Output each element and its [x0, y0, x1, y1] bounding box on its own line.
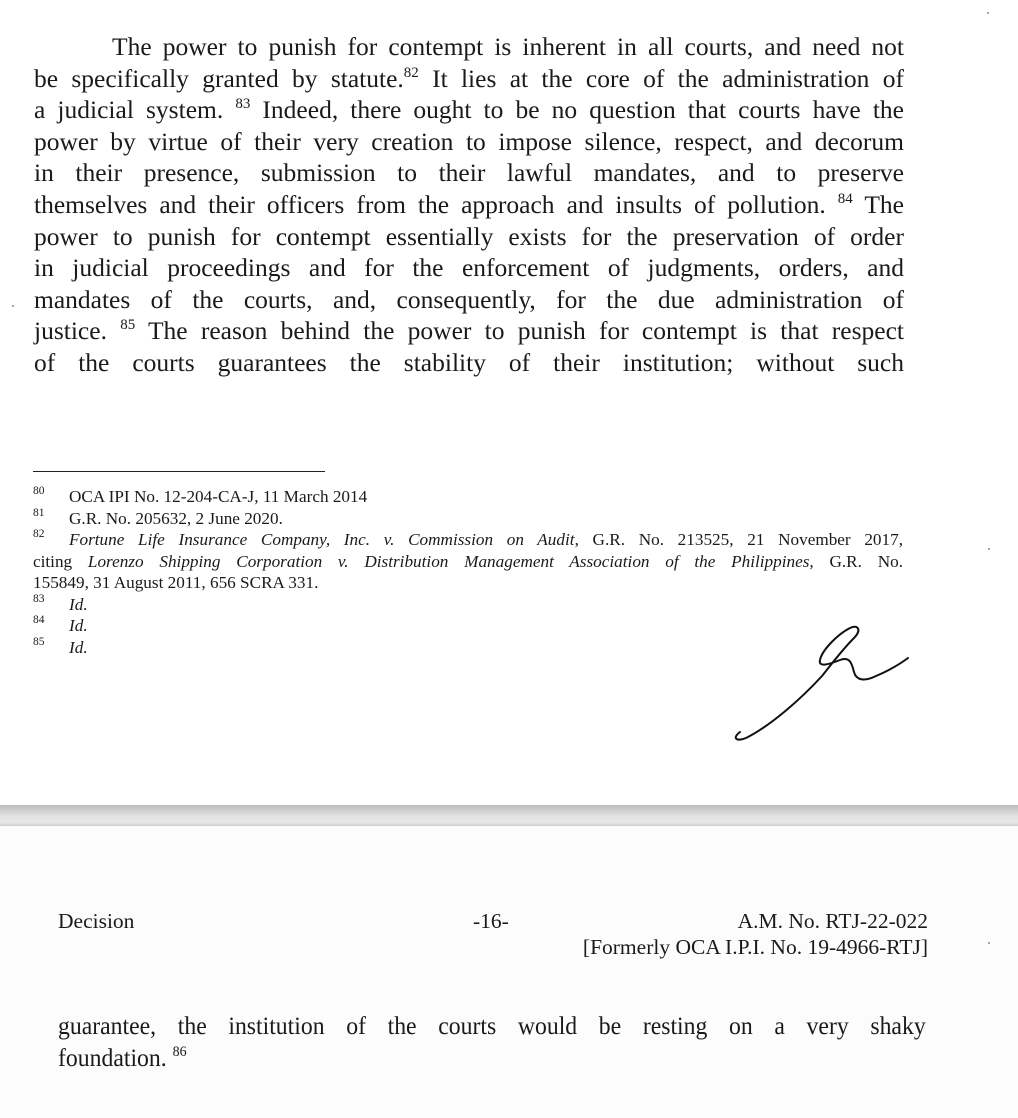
footnote-reference[interactable]: 86	[172, 1043, 187, 1060]
footnote-number: 80	[33, 485, 45, 497]
text-line	[34, 31, 904, 63]
text-line	[34, 189, 904, 221]
citation-text: , G.R. No. 213525, 21 November 2017,	[574, 530, 903, 549]
text-run: The reason behind the power to punish for contempt is that respect	[135, 316, 904, 346]
text-run: guarantee, the institution of the courts would be resting on a very shaky	[58, 1011, 926, 1040]
text-run: power by virtue of their very creation to impose silence, respect, and decorum	[34, 126, 904, 156]
footnote-reference[interactable]: 82	[403, 64, 419, 81]
handwritten-initials-signature-icon	[730, 620, 920, 745]
text-run: power to punish for contempt essentially exists for the preservation of order	[34, 221, 904, 251]
body-paragraph-continued	[58, 1010, 926, 1073]
footnote-number: 84	[33, 614, 45, 626]
text-run: Indeed, there ought to be no question that courts have the	[250, 95, 904, 125]
citation-text: G.R. No.	[813, 551, 903, 571]
text-run: be specifically granted by statute.	[34, 63, 404, 93]
scan-speck	[988, 942, 990, 944]
case-number-line-2: [Formerly OCA I.P.I. No. 19-4966-RTJ]	[582, 935, 928, 959]
footnote-line	[33, 572, 903, 594]
footnote-reference[interactable]: 83	[235, 96, 251, 113]
footnote-83	[33, 594, 903, 616]
scan-speck	[12, 305, 14, 307]
text-line	[34, 284, 904, 316]
citation-text: 155849, 31 August 2011, 656 SCRA 331.	[33, 573, 319, 592]
case-title: Fortune Life Insurance Company, Inc. v. Commission on Audit	[69, 530, 575, 549]
document-page-lower	[0, 826, 1018, 1118]
page-number: -16-	[473, 909, 509, 933]
case-title: Lorenzo Shipping Corporation v. Distribution Management Association of the Philippines,	[87, 551, 814, 571]
case-title: Id.	[69, 594, 88, 614]
text-run: The	[852, 189, 905, 219]
footnote-reference[interactable]: 85	[120, 317, 136, 334]
footnote-number: 83	[33, 592, 45, 605]
footnote-82	[33, 529, 903, 594]
body-paragraph	[34, 31, 904, 379]
text-run: It lies at the core of the administration of	[418, 63, 904, 93]
citation-text: citing	[33, 551, 88, 571]
footnote-81	[33, 508, 903, 530]
text-run: in judicial proceedings and for the enforcement of judgments, orders, and	[34, 253, 904, 283]
text-line	[34, 63, 904, 95]
text-run: a judicial system.	[34, 95, 236, 125]
footnote-number: 85	[33, 635, 45, 648]
text-run: mandates of the courts, and, consequently, for the due administration of	[34, 284, 904, 314]
footnote-80	[33, 486, 903, 508]
text-run: justice.	[34, 316, 121, 346]
footnote-text	[33, 508, 903, 530]
text-line	[34, 126, 904, 158]
footnote-separator	[33, 471, 325, 472]
footnote-line	[33, 551, 903, 573]
footnote-text	[33, 594, 903, 616]
text-run: of the courts guarantees the stability of their institution; without such	[34, 347, 904, 377]
citation-text: OCA IPI No. 12-204-CA-J, 11 March 2014	[69, 487, 368, 506]
text-line	[34, 157, 904, 189]
citation-text: G.R. No. 205632, 2 June 2020.	[69, 508, 283, 528]
text-run: themselves and their officers from the approach and insults of pollution.	[34, 189, 838, 219]
case-number	[583, 908, 928, 960]
header-document-type: Decision	[58, 909, 135, 933]
text-line	[34, 252, 904, 284]
text-line	[34, 221, 904, 253]
scan-speck	[988, 548, 990, 550]
text-run: in their presence, submission to their lawful mandates, and to preserve	[34, 158, 904, 188]
footnote-line	[69, 529, 903, 551]
case-number-line-1: A.M. No. RTJ-22-022	[737, 909, 928, 933]
page-break-separator	[0, 805, 1018, 826]
text-run: The power to punish for contempt is inherent in all courts, and need not	[112, 32, 904, 61]
text-line	[34, 94, 904, 126]
text-line	[58, 1042, 865, 1074]
text-line	[58, 1010, 926, 1042]
case-title: Id.	[69, 637, 88, 657]
text-run: foundation.	[58, 1042, 173, 1072]
footnote-text	[33, 529, 903, 594]
text-line	[34, 347, 904, 379]
footnote-number: 81	[33, 506, 45, 519]
footnote-number: 82	[33, 528, 45, 540]
scan-speck	[987, 12, 989, 14]
case-title: Id.	[69, 616, 88, 635]
footnote-text	[33, 486, 903, 508]
signature-stroke	[736, 627, 908, 740]
text-line	[34, 315, 904, 347]
footnote-reference[interactable]: 84	[837, 190, 853, 207]
